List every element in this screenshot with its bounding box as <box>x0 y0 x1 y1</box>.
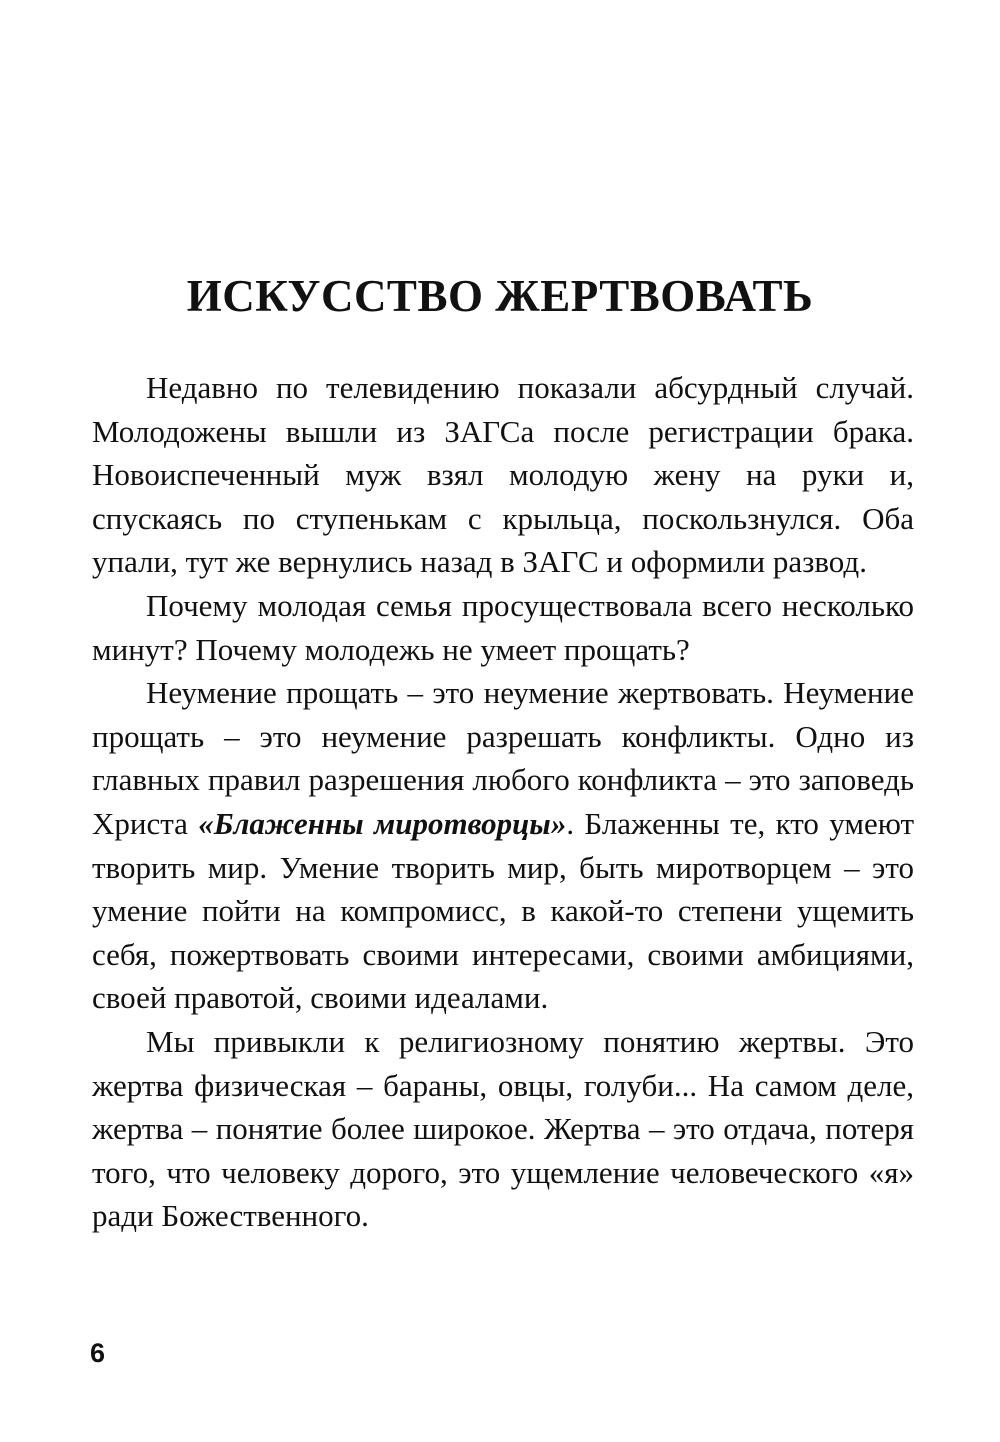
paragraph-2: Почему молодая семья просуществовала всего несколько минут? Почему молодежь не умеет прощать? <box>92 587 914 667</box>
paragraph-3-before: Неумение прощать – это неумение жертвовать. Неумение прощать – это неумение разрешать конфликты. Одно из главных правил разрешения любого конфликта – это заповедь Христа <box>92 675 914 841</box>
paragraph-3 <box>92 671 914 1020</box>
christ-quote: «Блаженны миротворцы» <box>198 805 567 841</box>
paragraph-4: Мы привыкли к религиозному понятию жертвы. Это жертва физическая – бараны, овцы, голуби... На самом деле, жертва – понятие более широкое. Жертва – это отдача, потеря того, что человеку дорого, это ущемление человеческого «я» ради Божественного. <box>92 1023 914 1234</box>
paragraph-3-after: . Блаженны те, кто умеют творить мир. Умение творить мир, быть миротворцем – это умение пойти на компромисс, в какой-то степени ущемить себя, пожертвовать своими интересами, своими амбициями, своей правотой, своими идеалами. <box>92 805 915 1016</box>
chapter-title: ИСКУССТВО ЖЕРТВОВАТЬ <box>186 271 814 321</box>
page-number: 6 <box>90 1338 106 1368</box>
paragraph-1: Недавно по телевидению показали абсурдный случай. Молодожены вышли из ЗАГСа после регистрации брака. Новоиспеченный муж взял молодую жену на руки и, спускаясь по ступенькам с крыльца, поскользнулся. Оба упали, тут же вернулись назад в ЗАГС и оформили развод. <box>92 370 914 580</box>
body-text <box>92 366 914 1238</box>
